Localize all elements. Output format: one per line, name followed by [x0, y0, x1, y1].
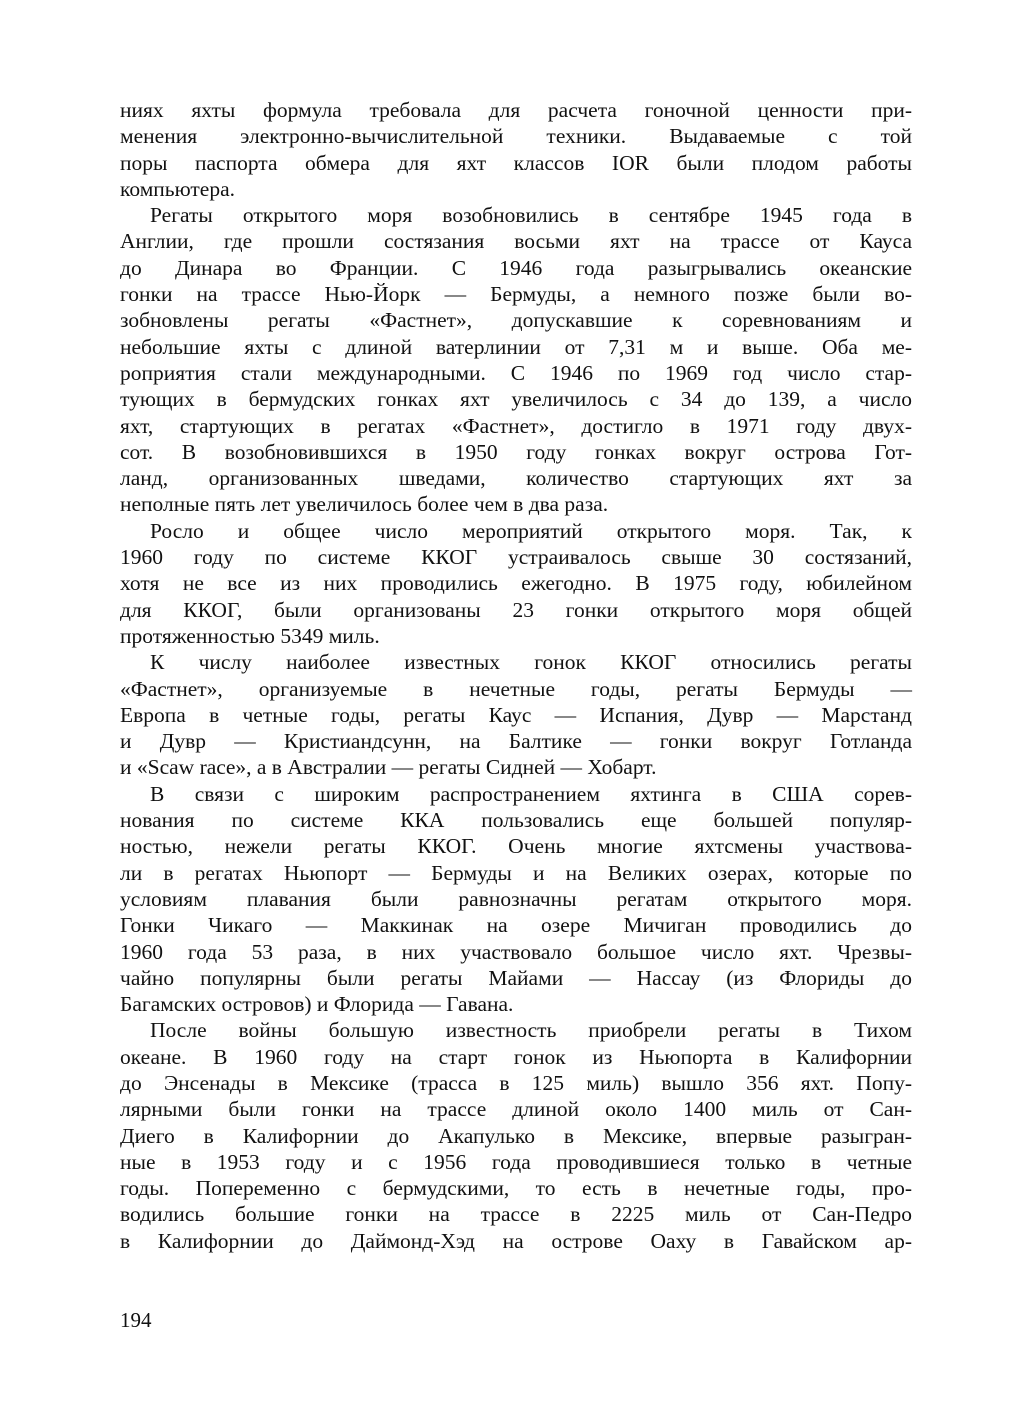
- text-line: Англии, где прошли состязания восьми яхт на трассе от Кауса: [120, 229, 912, 254]
- text-line: К числу наиболее известных гонок ККОГ относились регаты: [150, 650, 912, 675]
- text-line: ли в регатах Ньюпорт — Бермуды и на Великих озерах, которые по: [120, 860, 912, 885]
- text-line: гонки на трассе Нью-Йорк — Бермуды, а немного позже были во-: [120, 282, 912, 307]
- text-line: 1960 года 53 раза, в них участвовало большое число яхт. Чрезвы-: [120, 939, 912, 964]
- text-line: чайно популярны были регаты Майами — Нассау (из Флориды до: [120, 965, 912, 990]
- text-line: ностью, нежели регаты ККОГ. Очень многие яхтсмены участвова-: [120, 834, 912, 859]
- text-line: лярными были гонки на трассе длиной около 1400 миль от Сан-: [120, 1097, 912, 1122]
- page-body: [120, 97, 912, 1254]
- text-line: ланд, организованных шведами, количество стартующих яхт за: [120, 466, 912, 491]
- text-line: ные в 1953 году и с 1956 года проводившиеся только в четные: [120, 1149, 912, 1174]
- text-line: небольшие яхты с длиной ватерлинии от 7,31 м и выше. Оба ме-: [120, 334, 912, 359]
- paragraph-1: [120, 97, 912, 202]
- paragraph-6: [120, 1017, 912, 1254]
- text-line: поры паспорта обмера для яхт классов IOR были плодом работы: [120, 150, 912, 175]
- text-line: в Калифорнии до Даймонд-Хэд на острове Оаху в Гавайском ар-: [120, 1228, 912, 1253]
- text-line: хотя не все из них проводились ежегодно. В 1975 году, юбилейном: [120, 571, 912, 596]
- text-line: Росло и общее число мероприятий открытого моря. Так, к: [150, 518, 912, 543]
- text-line: В связи с широким распространением яхтинга в США сорев-: [150, 781, 912, 806]
- text-line: протяженностью 5349 миль.: [120, 623, 380, 648]
- text-line: до Энсенады в Мексике (трасса в 125 миль) вышло 356 яхт. Попу-: [120, 1070, 912, 1095]
- text-line: сот. В возобновившихся в 1950 году гонках вокруг острова Гот-: [120, 439, 912, 464]
- text-line: Европа в четные годы, регаты Каус — Испания, Дувр — Марстанд: [120, 702, 912, 727]
- text-line: до Динара во Франции. С 1946 года разыгрывались океанские: [120, 255, 912, 280]
- text-line: Регаты открытого моря возобновились в сентябре 1945 года в: [150, 203, 912, 228]
- text-line: 1960 году по системе ККОГ устраивалось свыше 30 состязаний,: [120, 545, 912, 570]
- paragraph-5: [120, 781, 912, 1018]
- text-line: компьютера.: [120, 176, 235, 201]
- text-line: менения электронно-вычислительной техники. Выдаваемые с той: [120, 124, 912, 149]
- text-line: океане. В 1960 году на старт гонок из Ньюпорта в Калифорнии: [120, 1044, 912, 1069]
- text-line: После войны большую известность приобрели регаты в Тихом: [150, 1018, 912, 1043]
- paragraph-3: [120, 518, 912, 649]
- text-line: Гонки Чикаго — Маккинак на озере Мичиган проводились до: [120, 913, 912, 938]
- text-line: тующих в бермудских гонках яхт увеличилось с 34 до 139, а число: [120, 387, 912, 412]
- text-line: водились большие гонки на трассе в 2225 миль от Сан-Педро: [120, 1202, 912, 1227]
- text-line: и Дувр — Кристиандсунн, на Балтике — гонки вокруг Готланда: [120, 729, 912, 754]
- text-line: нования по системе ККА пользовались еще большей популяр-: [120, 808, 912, 833]
- text-line: и «Scaw race», а в Австралии — регаты Сидней — Хобарт.: [120, 755, 657, 780]
- text-line: для ККОГ, были организованы 23 гонки открытого моря общей: [120, 597, 912, 622]
- text-line: яхт, стартующих в регатах «Фастнет», достигло в 1971 году двух-: [120, 413, 912, 438]
- paragraph-4: [120, 649, 912, 780]
- page-number: 194: [120, 1308, 152, 1332]
- text-line: неполные пять лет увеличилось более чем в два раза.: [120, 492, 609, 517]
- text-line: условиям плавания были равнозначны регатам открытого моря.: [120, 886, 912, 911]
- text-line: Диего в Калифорнии до Акапулько в Мексике, впервые разыгран-: [120, 1123, 912, 1148]
- text-line: годы. Попеременно с бермудскими, то есть в нечетные годы, про-: [120, 1176, 912, 1201]
- text-line: роприятия стали международными. С 1946 по 1969 год число стар-: [120, 360, 912, 385]
- text-line: ниях яхты формула требовала для расчета гоночной ценности при-: [120, 98, 912, 122]
- text-line: зобновлены регаты «Фастнет», допускавшие к соревнованиям и: [120, 308, 912, 333]
- paragraph-2: [120, 202, 912, 518]
- text-line: Багамских островов) и Флорида — Гавана.: [120, 992, 514, 1017]
- text-line: «Фастнет», организуемые в нечетные годы, регаты Бермуды —: [120, 676, 912, 701]
